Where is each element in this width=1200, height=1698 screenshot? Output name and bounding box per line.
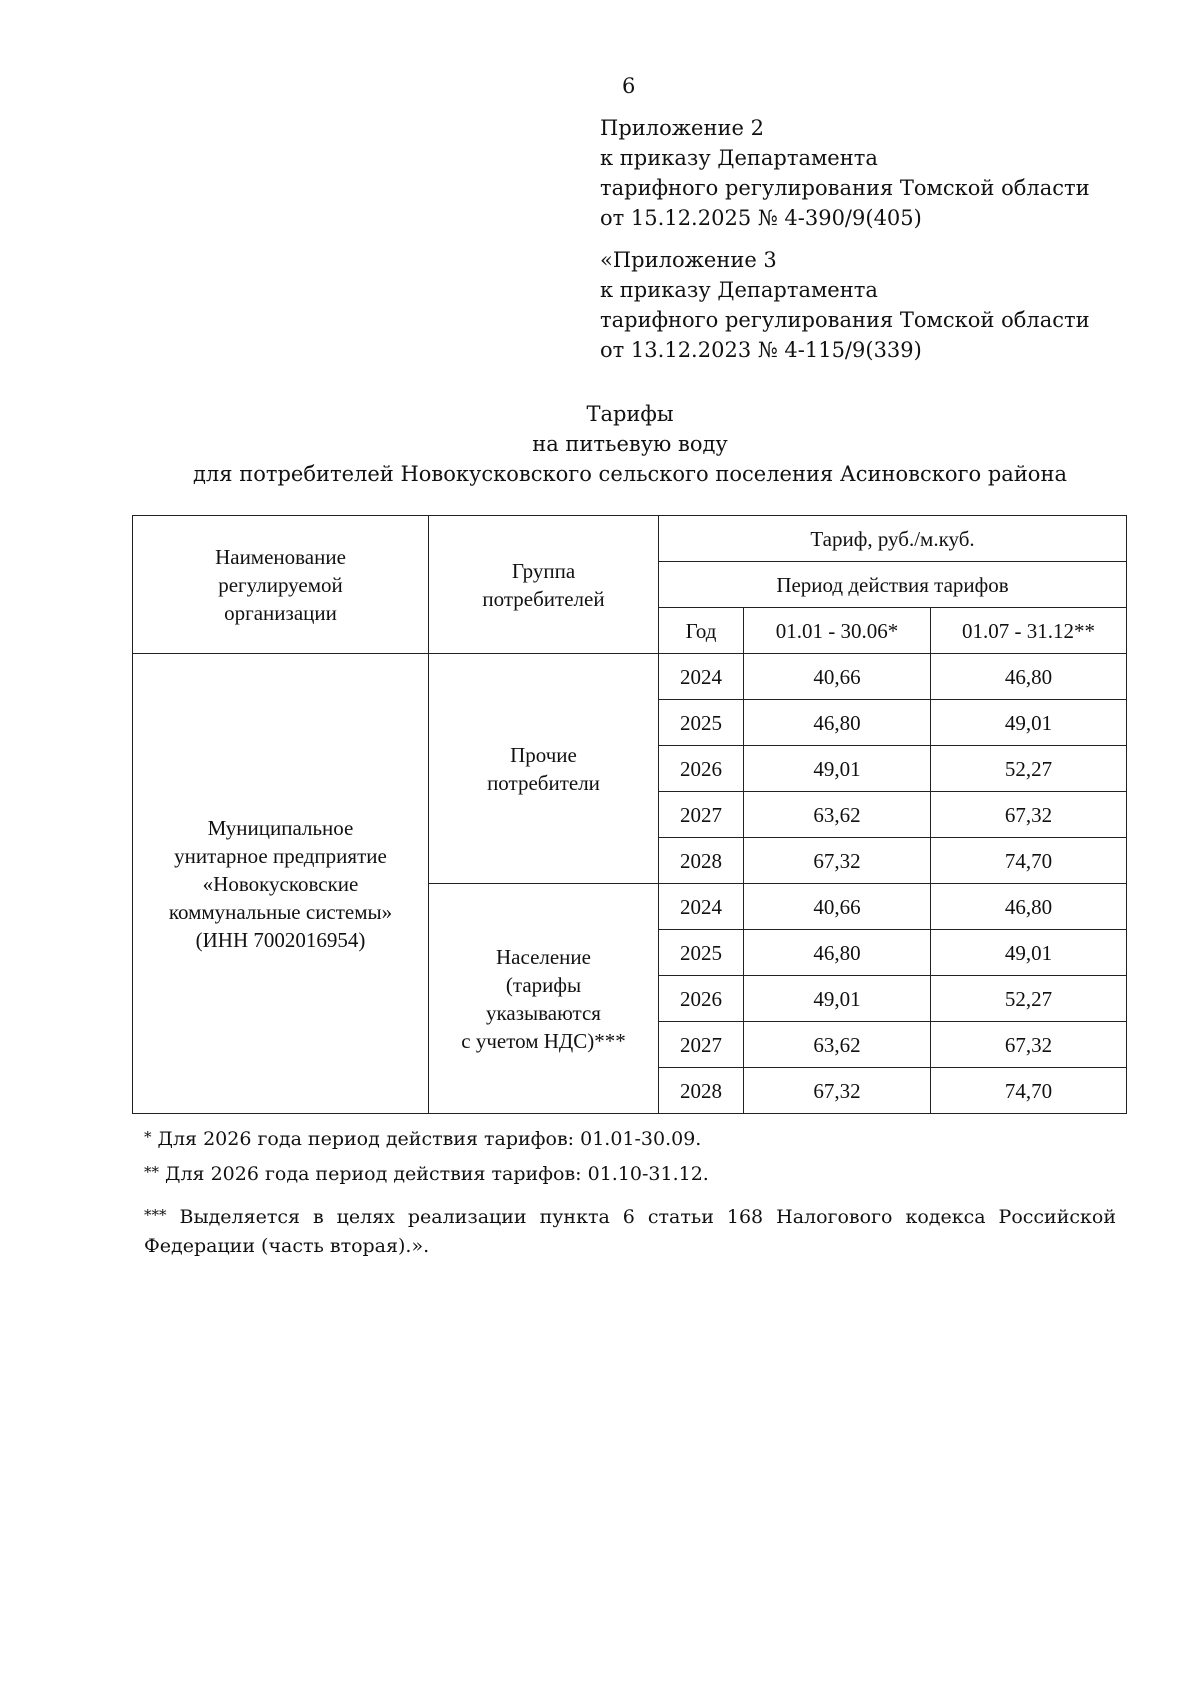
group-line: указываются xyxy=(486,1000,601,1025)
year-cell: 2024 xyxy=(659,884,744,930)
tariff-cell: 40,66 xyxy=(744,654,931,700)
footnote-1 xyxy=(144,1123,1116,1154)
year-header: Год xyxy=(659,608,744,654)
document-title xyxy=(0,399,1200,489)
tariff-cell: 67,32 xyxy=(744,838,931,884)
footnote-text: Выделяется в целях реализации пункта 6 статьи 168 Налогового кодекса Российской Федерации (часть вторая).». xyxy=(144,1206,1116,1257)
year-cell: 2027 xyxy=(659,792,744,838)
year-cell: 2025 xyxy=(659,930,744,976)
header-row xyxy=(133,516,1127,562)
footnote-text: Для 2026 года период действия тарифов: 01.10-31.12. xyxy=(159,1163,709,1185)
footnote-2 xyxy=(144,1158,1116,1189)
tariff-cell: 46,80 xyxy=(931,884,1127,930)
group-line: Население xyxy=(496,944,591,969)
appendix-line: Приложение 2 xyxy=(600,116,764,140)
group-cell-other xyxy=(429,654,659,884)
title-line: Тарифы xyxy=(586,402,674,426)
appendix-line: к приказу Департамента xyxy=(600,146,878,170)
footnote-text: Для 2026 года период действия тарифов: 01.01-30.09. xyxy=(151,1128,702,1150)
tariff-cell: 67,32 xyxy=(931,1022,1127,1068)
footnote-mark: ** xyxy=(144,1163,159,1181)
tariff-cell: 52,27 xyxy=(931,746,1127,792)
year-cell: 2025 xyxy=(659,700,744,746)
tariff-cell: 63,62 xyxy=(744,792,931,838)
year-cell: 2026 xyxy=(659,746,744,792)
tariff-cell: 46,80 xyxy=(931,654,1127,700)
appendix-line: тарифного регулирования Томской области xyxy=(600,308,1090,332)
appendix-line: от 15.12.2025 № 4-390/9(405) xyxy=(600,206,922,230)
year-cell: 2026 xyxy=(659,976,744,1022)
appendix-line: к приказу Департамента xyxy=(600,278,878,302)
appendix-3-header xyxy=(600,245,1090,365)
group-cell-population xyxy=(429,884,659,1114)
year-cell: 2027 xyxy=(659,1022,744,1068)
tariff-cell: 74,70 xyxy=(931,838,1127,884)
tariff-cell: 49,01 xyxy=(744,746,931,792)
tariff-cell: 46,80 xyxy=(744,700,931,746)
tariff-cell: 67,32 xyxy=(744,1068,931,1114)
org-line: Муниципальное xyxy=(207,815,354,840)
group-line: с учетом НДС)*** xyxy=(461,1028,626,1053)
period-header: Период действия тарифов xyxy=(659,562,1127,608)
tariff-cell: 74,70 xyxy=(931,1068,1127,1114)
org-column-header: Наименование регулируемой организации xyxy=(133,516,429,654)
group-line: (тарифы xyxy=(505,972,582,997)
group-line: Прочие xyxy=(510,742,577,767)
tariff-cell: 49,01 xyxy=(931,930,1127,976)
appendix-2-header xyxy=(600,113,1090,233)
period-2-header: 01.07 - 31.12** xyxy=(931,608,1127,654)
title-line: для потребителей Новокусковского сельского поселения Асиновского района xyxy=(193,462,1067,486)
org-line: (ИНН 7002016954) xyxy=(195,927,366,952)
appendix-line: от 13.12.2023 № 4-115/9(339) xyxy=(600,338,922,362)
appendix-line: «Приложение 3 xyxy=(600,248,777,272)
org-line: «Новокусковские xyxy=(202,871,359,896)
footnote-mark: * xyxy=(144,1128,152,1146)
tariff-cell: 49,01 xyxy=(931,700,1127,746)
tariff-cell: 67,32 xyxy=(931,792,1127,838)
period-1-header: 01.01 - 30.06* xyxy=(744,608,931,654)
footnote-mark: *** xyxy=(144,1206,167,1224)
tariff-cell: 52,27 xyxy=(931,976,1127,1022)
organization-cell xyxy=(133,654,429,1114)
tariff-table xyxy=(132,515,1127,1114)
group-line: потребители xyxy=(487,770,600,795)
table-row xyxy=(133,654,1127,700)
tariff-cell: 46,80 xyxy=(744,930,931,976)
group-column-header: Группа потребителей xyxy=(429,516,659,654)
title-line: на питьевую воду xyxy=(532,432,728,456)
org-line: унитарное предприятие xyxy=(174,843,387,868)
tariff-cell: 40,66 xyxy=(744,884,931,930)
tariff-cell: 49,01 xyxy=(744,976,931,1022)
appendix-line: тарифного регулирования Томской области xyxy=(600,176,1090,200)
tariff-cell: 63,62 xyxy=(744,1022,931,1068)
org-line: коммунальные системы» xyxy=(168,899,393,924)
year-cell: 2028 xyxy=(659,1068,744,1114)
tariff-header: Тариф, руб./м.куб. xyxy=(659,516,1127,562)
footnote-3 xyxy=(144,1201,1116,1261)
page-number: 6 xyxy=(622,74,636,98)
year-cell: 2028 xyxy=(659,838,744,884)
year-cell: 2024 xyxy=(659,654,744,700)
